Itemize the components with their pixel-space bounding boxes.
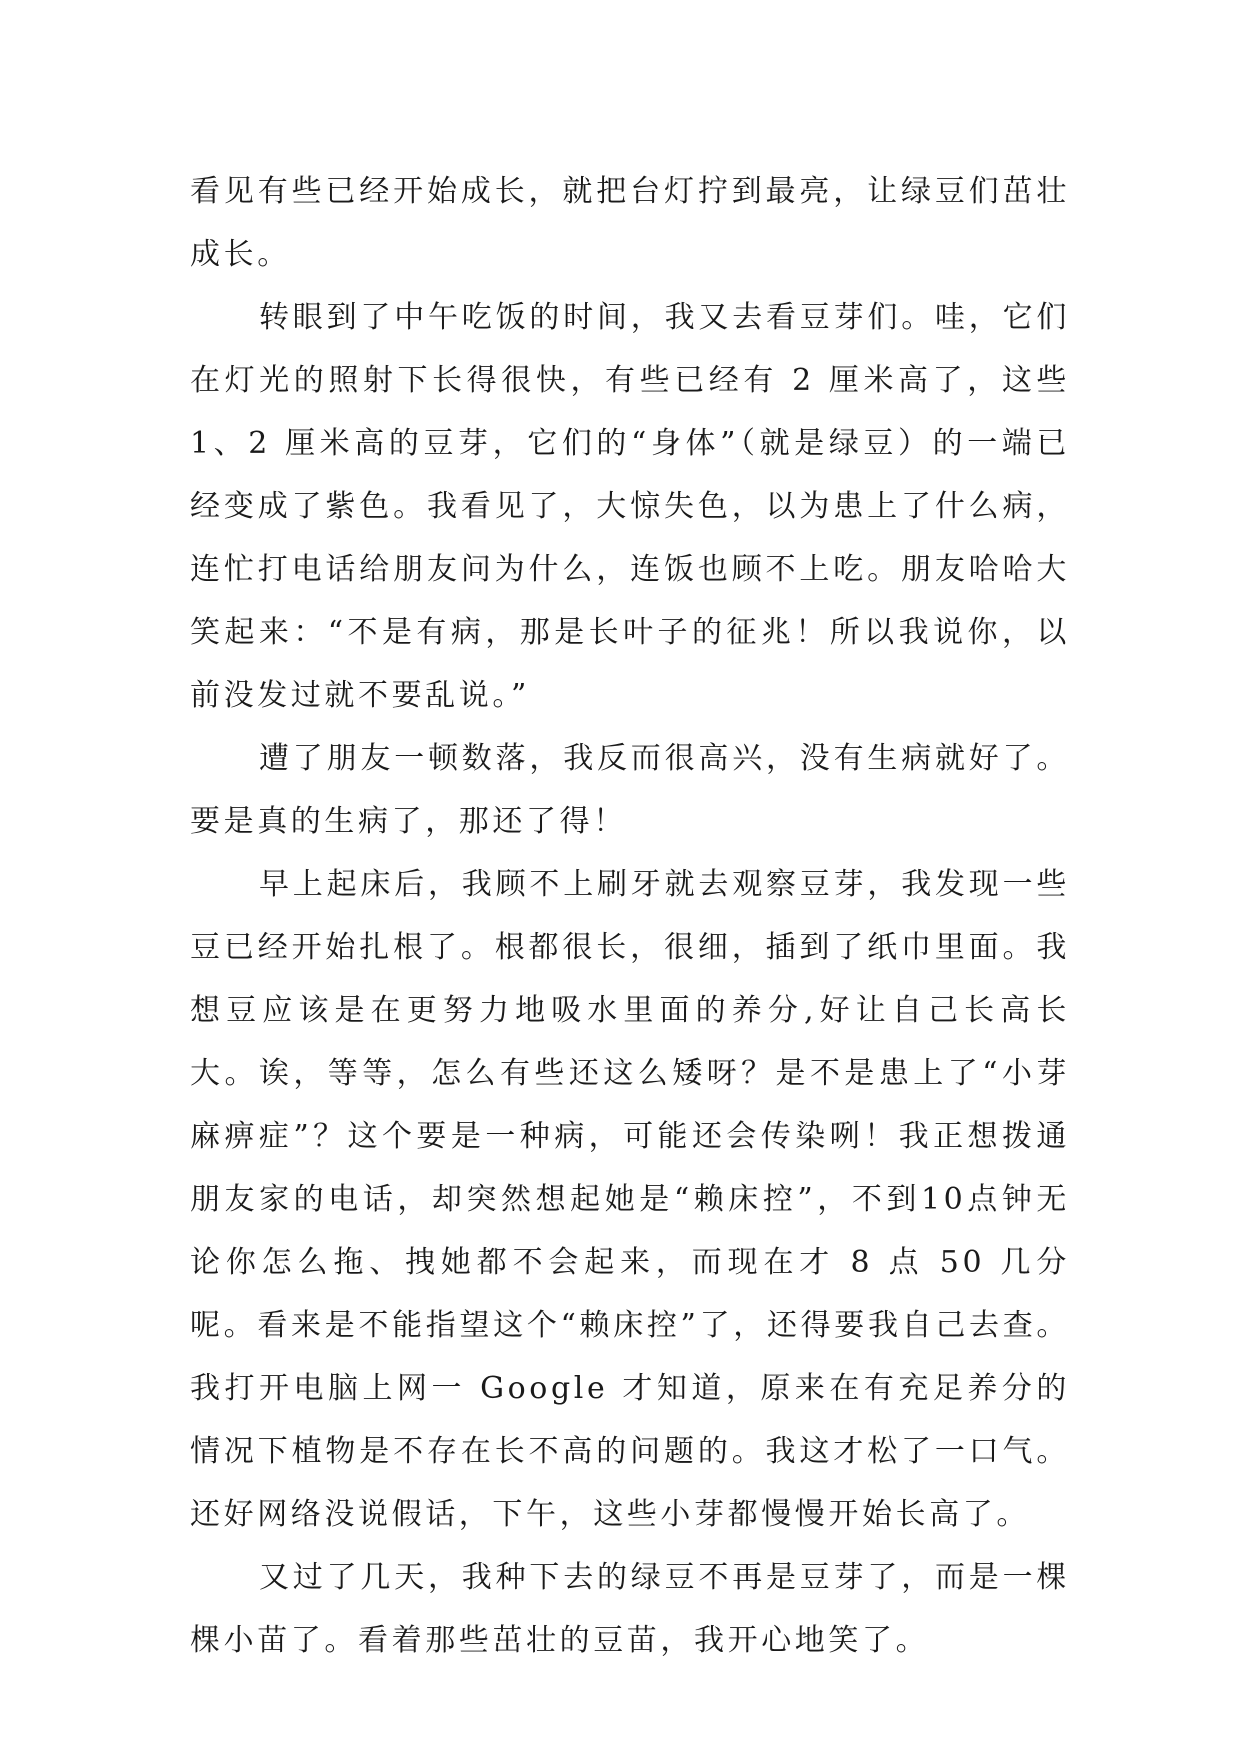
paragraph-1: 看见有些已经开始成长，就把台灯拧到最亮，让绿豆们茁壮成长。 (190, 174, 1070, 272)
paragraph-2: 转眼到了中午吃饭的时间，我又去看豆芽们。哇，它们在灯光的照射下长得很快，有些已经有 2 厘米高了，这些 1、2 厘米高的豆芽，它们的“身体”（就是绿豆）的一端已经变成了紫色。我看见了，大惊失色，以为患上了什么病，连忙打电话给朋友问为什么，连饭也顾不上吃。朋友哈哈大笑起来：“不是有病，那是长叶子的征兆！所以我说你，以前没发过就不要乱说。” (190, 300, 1070, 713)
paragraph-4: 早上起床后，我顾不上刷牙就去观察豆芽，我发现一些豆已经开始扎根了。根都很长，很细，插到了纸巾里面。我想豆应该是在更努力地吸水里面的养分,好让自己长高长大。诶，等等，怎么有些还这么矮呀？是不是患上了“小芽麻痹症”？这个要是一种病，可能还会传染咧！我正想拨通朋友家的电话，却突然想起她是“赖床控”，不到10点钟无论你怎么拖、拽她都不会起来，而现在才 8 点 50 几分呢。看来是不能指望这个“赖床控”了，还得要我自己去查。我打开电脑上网一 Google 才知道，原来在有充足养分的情况下植物是不存在长不高的问题的。我这才松了一口气。还好网络没说假话，下午，这些小芽都慢慢开始长高了。 (190, 867, 1070, 1532)
paragraph-3: 遭了朋友一顿数落，我反而很高兴，没有生病就好了。要是真的生病了，那还了得！ (190, 741, 1070, 839)
document-body (190, 160, 1070, 1672)
paragraph-5: 又过了几天，我种下去的绿豆不再是豆芽了，而是一棵棵小苗了。看着那些茁壮的豆苗，我开心地笑了。 (190, 1560, 1070, 1658)
